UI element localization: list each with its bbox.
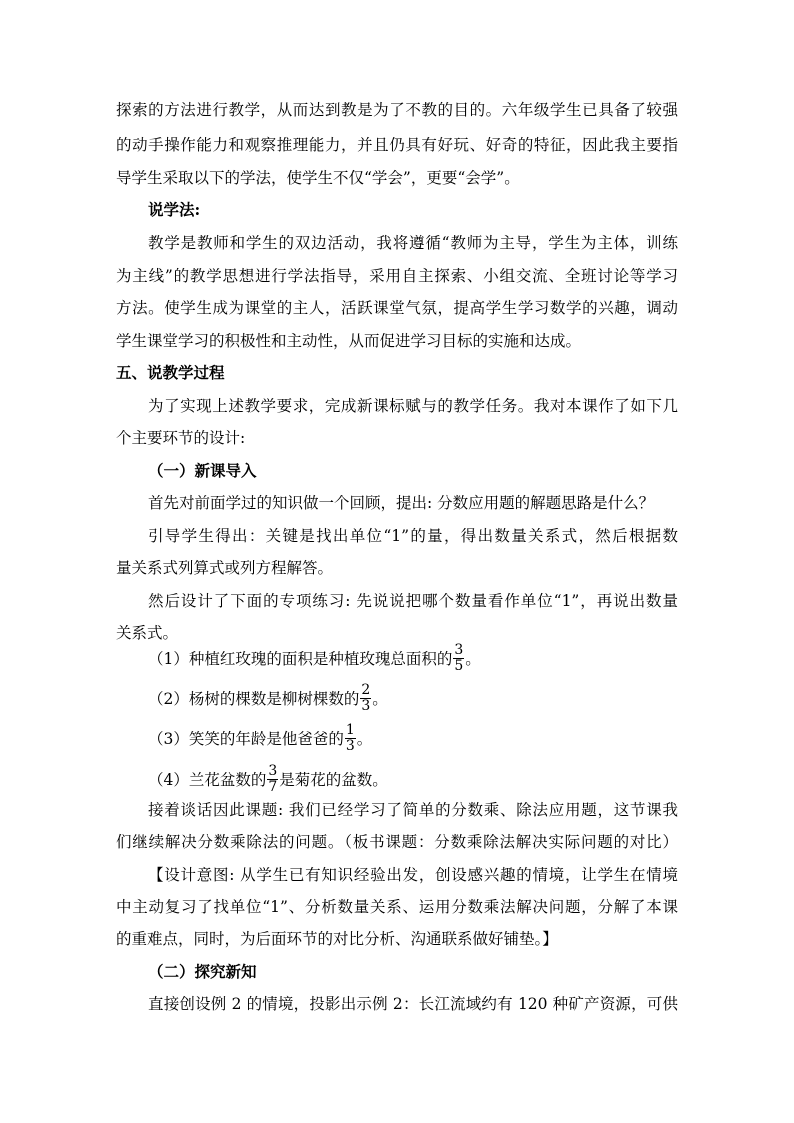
paragraph-line: 探索的方法进行教学，从而达到教是为了不教的目的。六年级学生已具备了较强 xyxy=(116,101,678,119)
paragraph-line: 中主动复习了找单位“1”、分析数量关系、运用分数乘法解决问题，分解了本课 xyxy=(116,898,678,916)
paragraph-line: 首先对前面学过的知识做一个回顾，提出: 分数应用题的解题思路是什么？ xyxy=(148,494,655,512)
fraction xyxy=(267,764,278,795)
paragraph-line: 为主线”的教学思想进行学法指导，采用自主探索、小组交流、全班讨论等学习 xyxy=(116,267,678,285)
section-heading-teaching-process: 五、说教学过程 xyxy=(116,363,225,382)
fraction-numerator: 3 xyxy=(268,762,278,779)
paragraph-line: 教学是教师和学生的双边活动，我将遵循“教师为主导，学生为主体，训练 xyxy=(148,234,678,252)
subsection-heading-intro: （一）新课导入 xyxy=(148,461,257,480)
fraction-numerator: 2 xyxy=(361,681,371,698)
exercise-text: （3）笑笑的年龄是他爸爸的 xyxy=(148,730,344,748)
exercise-text: （2）杨树的棵数是柳树棵数的 xyxy=(148,690,360,708)
paragraph-line: 引导学生得出：关键是找出单位“1”的量，得出数量关系式，然后根据数 xyxy=(148,527,678,545)
paragraph-line: 量关系式列算式或列方程解答。 xyxy=(116,559,334,577)
paragraph-line: 方法。使学生成为课堂的主人，活跃课堂气氛，提高学生学习数学的兴趣，调动 xyxy=(116,299,678,317)
fraction-denominator: 5 xyxy=(454,657,464,674)
paragraph-line: 为了实现上述教学要求，完成新课标赋与的教学任务。我对本课作了如下几 xyxy=(148,397,678,415)
paragraph-line: 学生课堂学习的积极性和主动性，从而促进学习目标的实施和达成。 xyxy=(116,332,582,350)
paragraph-line: 的动手操作能力和观察推理能力，并且仍具有好玩、好奇的特征，因此我主要指 xyxy=(116,136,678,154)
exercise-end-mark: 。 xyxy=(372,690,388,708)
exercise-text: （4）兰花盆数的 xyxy=(148,771,267,789)
subsection-heading-explore: （二）探究新知 xyxy=(148,962,257,981)
paragraph-line: 关系式。 xyxy=(116,624,179,642)
exercise-text: 是菊花的盆数。 xyxy=(279,771,388,789)
exercise-text: （1）种植红玫瑰的面积是种植玫瑰总面积的 xyxy=(148,650,453,668)
fraction-denominator: 3 xyxy=(345,737,355,754)
paragraph-line: 们继续解决分数乘除法的问题。（板书课题：分数乘除法解决实际问题的对比） xyxy=(116,833,678,851)
exercise-end-mark: 。 xyxy=(356,730,373,748)
fraction-numerator: 1 xyxy=(345,721,355,738)
paragraph-line: 【设计意图: 从学生已有知识经验出发，创设感兴趣的情境，让学生在情境 xyxy=(148,866,678,884)
paragraph-line: 接着谈话因此课题: 我们已经学习了简单的分数乘、除法应用题，这节课我 xyxy=(148,801,678,819)
fraction-denominator: 7 xyxy=(268,778,278,795)
exercise-end-mark: 。 xyxy=(465,650,481,668)
paragraph-line: 导学生采取以下的学法，使学生不仅“学会”，更要“会学”。 xyxy=(116,169,520,187)
fraction xyxy=(360,683,371,714)
paragraph-line: 个主要环节的设计: xyxy=(116,429,246,447)
fraction-numerator: 3 xyxy=(454,641,464,658)
paragraph-line: 然后设计了下面的专项练习: 先说说把哪个数量看作单位“1”，再说出数量 xyxy=(148,592,678,610)
exercise-item xyxy=(148,756,388,804)
fraction xyxy=(345,723,356,754)
paragraph-line: 直接创设例 2 的情境，投影出示例 2：长江流域约有 120 种矿产资源，可供 xyxy=(148,995,678,1013)
paragraph-line: 的重难点，同时，为后面环节的对比分析、沟通联系做好铺垫。】 xyxy=(116,930,558,948)
section-heading-study-method: 说学法: xyxy=(148,200,201,219)
fraction xyxy=(453,643,464,674)
fraction-denominator: 3 xyxy=(361,697,371,714)
